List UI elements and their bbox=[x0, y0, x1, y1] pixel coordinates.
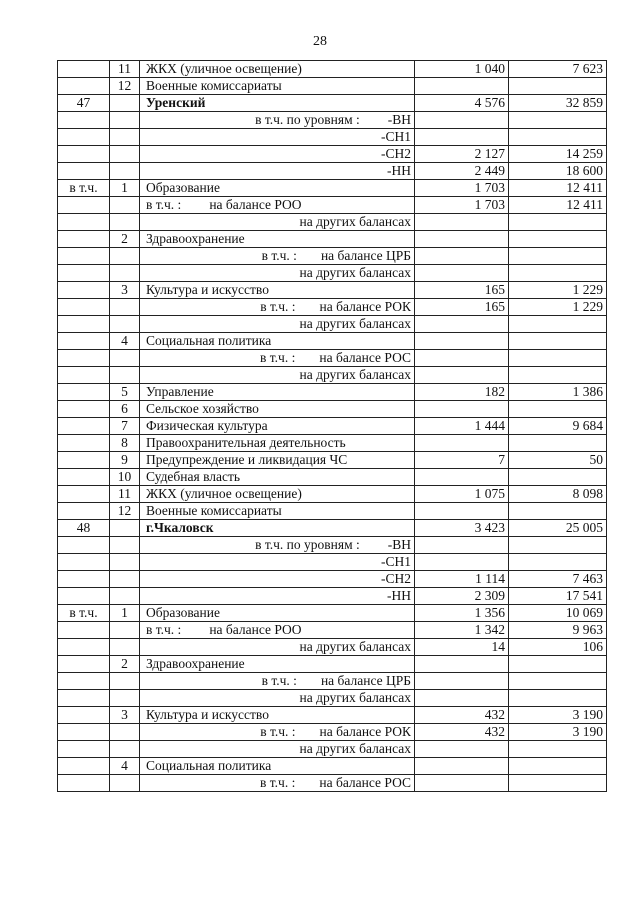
row-label-cell: -СН1 bbox=[140, 554, 415, 571]
row-group-cell bbox=[58, 231, 110, 248]
balance-prefix: в т.ч. : bbox=[146, 197, 182, 212]
value-cell-1 bbox=[415, 775, 509, 792]
row-number-cell bbox=[110, 146, 140, 163]
value-cell-1: 1 114 bbox=[415, 571, 509, 588]
row-number-cell: 12 bbox=[110, 503, 140, 520]
table-row bbox=[58, 78, 607, 95]
value-cell-2 bbox=[509, 758, 607, 775]
row-label-cell: на других балансах bbox=[140, 316, 415, 333]
row-label-cell: ЖКХ (уличное освещение) bbox=[140, 61, 415, 78]
row-number-cell: 11 bbox=[110, 486, 140, 503]
value-cell-2: 50 bbox=[509, 452, 607, 469]
row-group-cell bbox=[58, 333, 110, 350]
value-cell-2 bbox=[509, 503, 607, 520]
value-cell-1 bbox=[415, 367, 509, 384]
table-row bbox=[58, 61, 607, 78]
row-label-cell: г.Чкаловск bbox=[140, 520, 415, 537]
row-group-cell bbox=[58, 554, 110, 571]
row-number-cell bbox=[110, 316, 140, 333]
table-row bbox=[58, 248, 607, 265]
row-label-cell: на других балансах bbox=[140, 214, 415, 231]
value-cell-2 bbox=[509, 333, 607, 350]
row-label-cell bbox=[140, 673, 415, 690]
row-label-cell: Правоохранительная деятельность bbox=[140, 435, 415, 452]
value-cell-2: 1 386 bbox=[509, 384, 607, 401]
balance-prefix: в т.ч. : bbox=[261, 248, 297, 263]
value-cell-2: 17 541 bbox=[509, 588, 607, 605]
row-label-cell: Предупреждение и ликвидация ЧС bbox=[140, 452, 415, 469]
value-cell-2 bbox=[509, 248, 607, 265]
value-cell-1 bbox=[415, 248, 509, 265]
table-row bbox=[58, 571, 607, 588]
table-row bbox=[58, 316, 607, 333]
balance-prefix: в т.ч. : bbox=[260, 775, 296, 790]
value-cell-2: 3 190 bbox=[509, 707, 607, 724]
table-row bbox=[58, 639, 607, 656]
table-row bbox=[58, 503, 607, 520]
row-group-cell: 47 bbox=[58, 95, 110, 112]
value-cell-1 bbox=[415, 503, 509, 520]
value-cell-2: 7 623 bbox=[509, 61, 607, 78]
table-row bbox=[58, 282, 607, 299]
row-label-cell: -НН bbox=[140, 163, 415, 180]
row-label-cell: Здравоохранение bbox=[140, 656, 415, 673]
value-cell-1: 3 423 bbox=[415, 520, 509, 537]
value-cell-2 bbox=[509, 435, 607, 452]
level-label: -ВН bbox=[387, 537, 411, 552]
row-number-cell: 12 bbox=[110, 78, 140, 95]
table-row bbox=[58, 401, 607, 418]
table-row bbox=[58, 707, 607, 724]
table-row bbox=[58, 622, 607, 639]
row-number-cell bbox=[110, 367, 140, 384]
value-cell-2: 3 190 bbox=[509, 724, 607, 741]
value-cell-2 bbox=[509, 214, 607, 231]
value-cell-1: 1 444 bbox=[415, 418, 509, 435]
row-group-cell bbox=[58, 384, 110, 401]
value-cell-2 bbox=[509, 231, 607, 248]
table-row bbox=[58, 758, 607, 775]
row-number-cell bbox=[110, 197, 140, 214]
row-number-cell bbox=[110, 775, 140, 792]
level-prefix: в т.ч. по уровням : bbox=[255, 537, 360, 552]
table-row bbox=[58, 520, 607, 537]
table-row bbox=[58, 231, 607, 248]
table-row bbox=[58, 775, 607, 792]
row-group-cell bbox=[58, 486, 110, 503]
row-group-cell bbox=[58, 469, 110, 486]
balance-label: на балансе РОС bbox=[319, 775, 411, 790]
row-group-cell bbox=[58, 350, 110, 367]
balance-prefix: в т.ч. : bbox=[261, 673, 297, 688]
value-cell-2 bbox=[509, 656, 607, 673]
row-group-cell bbox=[58, 503, 110, 520]
row-label-cell: на других балансах bbox=[140, 741, 415, 758]
value-cell-1 bbox=[415, 333, 509, 350]
value-cell-1 bbox=[415, 690, 509, 707]
table-row bbox=[58, 656, 607, 673]
row-number-cell bbox=[110, 248, 140, 265]
value-cell-1 bbox=[415, 316, 509, 333]
row-label-cell: Физическая культура bbox=[140, 418, 415, 435]
table-row bbox=[58, 350, 607, 367]
balance-label: на балансе РОО bbox=[209, 622, 302, 637]
row-group-cell bbox=[58, 707, 110, 724]
row-number-cell bbox=[110, 690, 140, 707]
value-cell-2 bbox=[509, 316, 607, 333]
row-group-cell bbox=[58, 299, 110, 316]
table-row bbox=[58, 537, 607, 554]
row-number-cell: 6 bbox=[110, 401, 140, 418]
balance-prefix: в т.ч. : bbox=[260, 724, 296, 739]
balance-label: на балансе РОО bbox=[209, 197, 302, 212]
row-group-cell bbox=[58, 265, 110, 282]
value-cell-2: 12 411 bbox=[509, 197, 607, 214]
row-label-cell bbox=[140, 197, 415, 214]
value-cell-1 bbox=[415, 129, 509, 146]
row-number-cell bbox=[110, 95, 140, 112]
row-group-cell bbox=[58, 282, 110, 299]
row-group-cell bbox=[58, 163, 110, 180]
row-number-cell bbox=[110, 741, 140, 758]
row-number-cell bbox=[110, 554, 140, 571]
row-group-cell bbox=[58, 639, 110, 656]
value-cell-2: 9 684 bbox=[509, 418, 607, 435]
table-row bbox=[58, 112, 607, 129]
row-label-cell bbox=[140, 299, 415, 316]
value-cell-1: 1 703 bbox=[415, 197, 509, 214]
row-number-cell: 11 bbox=[110, 61, 140, 78]
row-number-cell: 10 bbox=[110, 469, 140, 486]
value-cell-2 bbox=[509, 401, 607, 418]
value-cell-2 bbox=[509, 112, 607, 129]
value-cell-2: 32 859 bbox=[509, 95, 607, 112]
row-label-cell bbox=[140, 622, 415, 639]
row-group-cell bbox=[58, 214, 110, 231]
row-group-cell bbox=[58, 724, 110, 741]
value-cell-2: 10 069 bbox=[509, 605, 607, 622]
row-group-cell bbox=[58, 571, 110, 588]
row-number-cell: 3 bbox=[110, 707, 140, 724]
row-group-cell bbox=[58, 367, 110, 384]
value-cell-2 bbox=[509, 673, 607, 690]
row-label-cell: Социальная политика bbox=[140, 333, 415, 350]
table-row bbox=[58, 129, 607, 146]
value-cell-1 bbox=[415, 537, 509, 554]
value-cell-1 bbox=[415, 214, 509, 231]
value-cell-1 bbox=[415, 554, 509, 571]
row-number-cell: 1 bbox=[110, 605, 140, 622]
value-cell-1 bbox=[415, 673, 509, 690]
row-group-cell bbox=[58, 452, 110, 469]
table-row bbox=[58, 588, 607, 605]
row-number-cell bbox=[110, 537, 140, 554]
table-row bbox=[58, 384, 607, 401]
row-number-cell: 1 bbox=[110, 180, 140, 197]
balance-label: на балансе РОС bbox=[319, 350, 411, 365]
row-number-cell: 4 bbox=[110, 333, 140, 350]
row-label-cell: -СН2 bbox=[140, 146, 415, 163]
table-row bbox=[58, 146, 607, 163]
row-number-cell: 9 bbox=[110, 452, 140, 469]
row-number-cell bbox=[110, 112, 140, 129]
row-number-cell bbox=[110, 639, 140, 656]
value-cell-2 bbox=[509, 78, 607, 95]
value-cell-2 bbox=[509, 367, 607, 384]
balance-label: на балансе РОК bbox=[319, 724, 411, 739]
row-group-cell bbox=[58, 146, 110, 163]
table-row bbox=[58, 673, 607, 690]
table-row bbox=[58, 435, 607, 452]
row-label-cell: на других балансах bbox=[140, 690, 415, 707]
row-group-cell bbox=[58, 775, 110, 792]
table-row bbox=[58, 95, 607, 112]
row-group-cell bbox=[58, 758, 110, 775]
value-cell-2: 12 411 bbox=[509, 180, 607, 197]
balance-prefix: в т.ч. : bbox=[146, 622, 182, 637]
row-label-cell: Судебная власть bbox=[140, 469, 415, 486]
row-group-cell: в т.ч. bbox=[58, 605, 110, 622]
value-cell-2: 14 259 bbox=[509, 146, 607, 163]
row-label-cell: на других балансах bbox=[140, 367, 415, 384]
value-cell-1 bbox=[415, 469, 509, 486]
row-number-cell bbox=[110, 163, 140, 180]
value-cell-1: 182 bbox=[415, 384, 509, 401]
table-row bbox=[58, 486, 607, 503]
row-number-cell: 8 bbox=[110, 435, 140, 452]
row-group-cell bbox=[58, 741, 110, 758]
row-group-cell bbox=[58, 78, 110, 95]
table-row bbox=[58, 265, 607, 282]
value-cell-1: 2 309 bbox=[415, 588, 509, 605]
value-cell-1: 1 075 bbox=[415, 486, 509, 503]
value-cell-1: 14 bbox=[415, 639, 509, 656]
value-cell-1 bbox=[415, 758, 509, 775]
row-label-cell: Уренский bbox=[140, 95, 415, 112]
row-number-cell: 2 bbox=[110, 656, 140, 673]
row-group-cell: 48 bbox=[58, 520, 110, 537]
level-prefix: в т.ч. по уровням : bbox=[255, 112, 360, 127]
row-group-cell bbox=[58, 435, 110, 452]
row-label-cell: -СН2 bbox=[140, 571, 415, 588]
table-row bbox=[58, 197, 607, 214]
level-label: -ВН bbox=[387, 112, 411, 127]
row-label-cell: Сельское хозяйство bbox=[140, 401, 415, 418]
value-cell-1: 2 449 bbox=[415, 163, 509, 180]
balance-label: на балансе РОК bbox=[319, 299, 411, 314]
row-group-cell bbox=[58, 588, 110, 605]
value-cell-2 bbox=[509, 350, 607, 367]
row-number-cell: 7 bbox=[110, 418, 140, 435]
table-row bbox=[58, 690, 607, 707]
value-cell-2: 7 463 bbox=[509, 571, 607, 588]
row-label-cell bbox=[140, 775, 415, 792]
value-cell-1: 432 bbox=[415, 707, 509, 724]
row-label-cell: Управление bbox=[140, 384, 415, 401]
row-group-cell bbox=[58, 61, 110, 78]
row-number-cell bbox=[110, 622, 140, 639]
row-label-cell: -СН1 bbox=[140, 129, 415, 146]
value-cell-1: 432 bbox=[415, 724, 509, 741]
row-number-cell bbox=[110, 588, 140, 605]
table-row bbox=[58, 163, 607, 180]
row-number-cell bbox=[110, 265, 140, 282]
value-cell-1: 165 bbox=[415, 282, 509, 299]
row-label-cell: Культура и искусство bbox=[140, 707, 415, 724]
row-number-cell: 2 bbox=[110, 231, 140, 248]
row-group-cell bbox=[58, 656, 110, 673]
value-cell-2: 1 229 bbox=[509, 282, 607, 299]
table-row bbox=[58, 605, 607, 622]
table-row bbox=[58, 299, 607, 316]
value-cell-1: 1 342 bbox=[415, 622, 509, 639]
row-label-cell bbox=[140, 724, 415, 741]
value-cell-2: 25 005 bbox=[509, 520, 607, 537]
table-row bbox=[58, 418, 607, 435]
value-cell-1 bbox=[415, 741, 509, 758]
row-label-cell: Образование bbox=[140, 605, 415, 622]
row-group-cell bbox=[58, 673, 110, 690]
value-cell-1 bbox=[415, 112, 509, 129]
value-cell-1 bbox=[415, 231, 509, 248]
value-cell-1: 4 576 bbox=[415, 95, 509, 112]
table-row bbox=[58, 469, 607, 486]
row-label-cell: Здравоохранение bbox=[140, 231, 415, 248]
table-row bbox=[58, 214, 607, 231]
value-cell-1 bbox=[415, 656, 509, 673]
row-number-cell bbox=[110, 571, 140, 588]
row-number-cell bbox=[110, 673, 140, 690]
row-label-cell: Социальная политика bbox=[140, 758, 415, 775]
row-number-cell bbox=[110, 299, 140, 316]
value-cell-1 bbox=[415, 78, 509, 95]
value-cell-2: 106 bbox=[509, 639, 607, 656]
value-cell-2 bbox=[509, 265, 607, 282]
row-group-cell bbox=[58, 418, 110, 435]
value-cell-2 bbox=[509, 469, 607, 486]
balance-label: на балансе ЦРБ bbox=[320, 248, 411, 263]
row-number-cell: 3 bbox=[110, 282, 140, 299]
value-cell-1: 7 bbox=[415, 452, 509, 469]
balance-prefix: в т.ч. : bbox=[260, 299, 296, 314]
row-label-cell bbox=[140, 350, 415, 367]
value-cell-2 bbox=[509, 537, 607, 554]
row-label-cell bbox=[140, 112, 415, 129]
table-row bbox=[58, 180, 607, 197]
table-row bbox=[58, 333, 607, 350]
value-cell-2 bbox=[509, 741, 607, 758]
row-label-cell bbox=[140, 248, 415, 265]
value-cell-1 bbox=[415, 401, 509, 418]
value-cell-2: 8 098 bbox=[509, 486, 607, 503]
balance-label: на балансе ЦРБ bbox=[320, 673, 411, 688]
row-number-cell bbox=[110, 724, 140, 741]
value-cell-2: 9 963 bbox=[509, 622, 607, 639]
row-group-cell bbox=[58, 248, 110, 265]
value-cell-2: 18 600 bbox=[509, 163, 607, 180]
row-number-cell bbox=[110, 129, 140, 146]
row-label-cell: -НН bbox=[140, 588, 415, 605]
budget-table bbox=[57, 60, 607, 792]
value-cell-1: 1 356 bbox=[415, 605, 509, 622]
row-label-cell: на других балансах bbox=[140, 265, 415, 282]
row-number-cell bbox=[110, 350, 140, 367]
value-cell-1: 1 040 bbox=[415, 61, 509, 78]
row-number-cell: 4 bbox=[110, 758, 140, 775]
table-row bbox=[58, 367, 607, 384]
table-row bbox=[58, 741, 607, 758]
table-row bbox=[58, 452, 607, 469]
row-label-cell: Образование bbox=[140, 180, 415, 197]
table-row bbox=[58, 724, 607, 741]
page-number: 28 bbox=[313, 34, 327, 49]
row-group-cell bbox=[58, 112, 110, 129]
table-row bbox=[58, 554, 607, 571]
row-label-cell bbox=[140, 537, 415, 554]
value-cell-1 bbox=[415, 350, 509, 367]
row-number-cell bbox=[110, 214, 140, 231]
row-label-cell: ЖКХ (уличное освещение) bbox=[140, 486, 415, 503]
row-number-cell: 5 bbox=[110, 384, 140, 401]
value-cell-1 bbox=[415, 435, 509, 452]
value-cell-2 bbox=[509, 554, 607, 571]
value-cell-2 bbox=[509, 129, 607, 146]
row-group-cell bbox=[58, 537, 110, 554]
row-group-cell bbox=[58, 401, 110, 418]
row-group-cell bbox=[58, 690, 110, 707]
value-cell-2 bbox=[509, 775, 607, 792]
row-label-cell: на других балансах bbox=[140, 639, 415, 656]
balance-prefix: в т.ч. : bbox=[260, 350, 296, 365]
value-cell-2 bbox=[509, 690, 607, 707]
row-group-cell: в т.ч. bbox=[58, 180, 110, 197]
value-cell-1: 1 703 bbox=[415, 180, 509, 197]
row-label-cell: Военные комиссариаты bbox=[140, 503, 415, 520]
value-cell-1 bbox=[415, 265, 509, 282]
row-group-cell bbox=[58, 316, 110, 333]
row-label-cell: Военные комиссариаты bbox=[140, 78, 415, 95]
value-cell-2: 1 229 bbox=[509, 299, 607, 316]
row-number-cell bbox=[110, 520, 140, 537]
row-label-cell: Культура и искусство bbox=[140, 282, 415, 299]
row-group-cell bbox=[58, 197, 110, 214]
row-group-cell bbox=[58, 129, 110, 146]
value-cell-1: 165 bbox=[415, 299, 509, 316]
value-cell-1: 2 127 bbox=[415, 146, 509, 163]
row-group-cell bbox=[58, 622, 110, 639]
